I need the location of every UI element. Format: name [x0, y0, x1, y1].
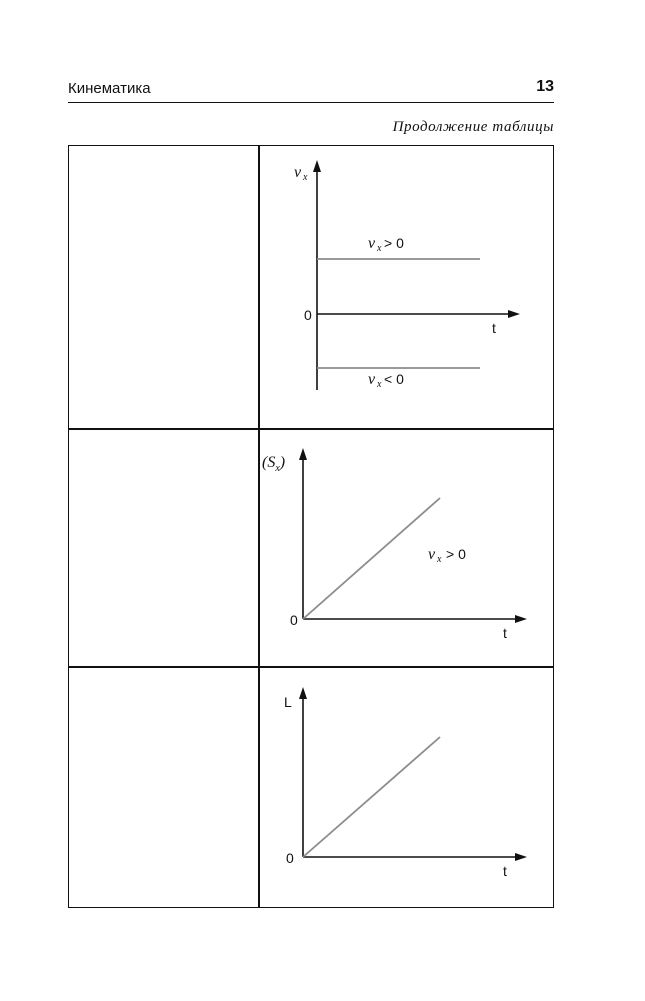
y-axis-arrow: [299, 448, 307, 460]
page-number: 13: [536, 78, 554, 95]
velocity-condition-subscript: x: [437, 554, 442, 565]
svg-text:(Sx): [262, 454, 285, 474]
y-axis-label: L: [284, 694, 292, 710]
y-axis-label-var: S: [267, 454, 276, 471]
x-axis-arrow: [515, 853, 527, 861]
velocity-time-graph: [290, 150, 540, 400]
path-line: [303, 737, 440, 857]
y-axis-label: v: [294, 164, 302, 181]
negative-velocity-relation: < 0: [384, 371, 404, 387]
y-axis-label-subscript: x: [275, 463, 280, 474]
y-axis-label-subscript: x: [303, 172, 308, 183]
x-axis-arrow: [515, 615, 527, 623]
positive-velocity-label-subscript: x: [377, 243, 382, 254]
path-time-graph: [258, 680, 548, 890]
y-axis-arrow: [313, 160, 321, 172]
positive-velocity-label: v: [368, 235, 376, 252]
y-axis-label-close: ): [279, 454, 286, 471]
negative-velocity-label: v: [368, 371, 376, 388]
x-axis-label: t: [503, 863, 507, 879]
row-divider: [69, 428, 553, 430]
x-axis-label: t: [492, 320, 496, 336]
velocity-condition-label: v: [428, 546, 436, 563]
x-axis-arrow: [508, 310, 520, 318]
negative-velocity-label-subscript: x: [377, 379, 382, 390]
positive-velocity-relation: > 0: [384, 235, 404, 251]
origin-label: 0: [304, 307, 312, 323]
origin-label: 0: [290, 612, 298, 628]
x-axis-label: t: [503, 625, 507, 641]
displacement-time-graph: [258, 440, 548, 650]
row-divider: [69, 666, 553, 668]
table-continuation-note: Продолжение таблицы: [392, 119, 554, 135]
running-head: [68, 76, 554, 103]
section-title: Кинематика: [68, 80, 151, 97]
y-axis-label-open: (: [262, 454, 268, 471]
displacement-line: [303, 498, 440, 619]
y-axis-arrow: [299, 687, 307, 699]
origin-label: 0: [286, 850, 294, 866]
velocity-condition-relation: > 0: [446, 546, 466, 562]
